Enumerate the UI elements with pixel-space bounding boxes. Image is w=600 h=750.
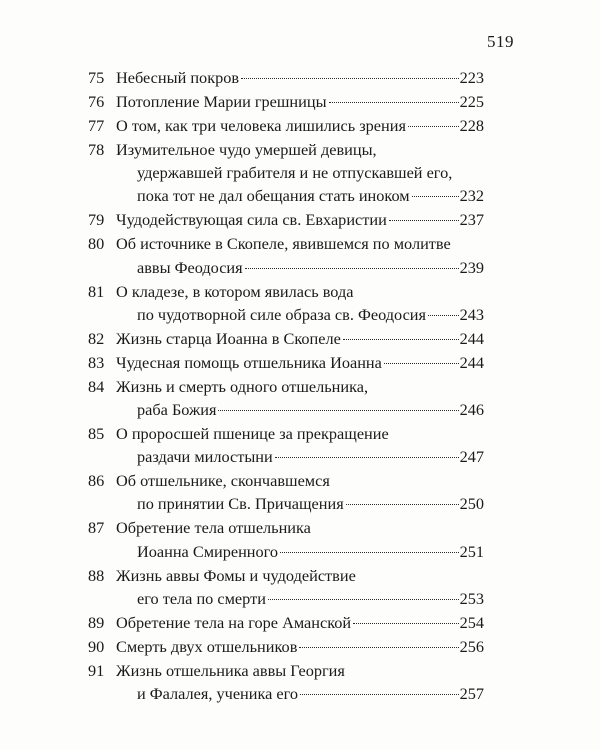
dot-leader <box>346 504 459 505</box>
toc-entry <box>88 90 484 113</box>
toc-entry-number: 75 <box>88 68 105 87</box>
toc-entry-last-line <box>116 682 484 705</box>
toc-entry-body <box>116 90 484 113</box>
toc-entry-number: 87 <box>88 518 105 538</box>
toc-entry-page-number: 244 <box>459 328 484 348</box>
toc-entry-page-number: 254 <box>459 612 484 632</box>
dot-leader <box>389 220 459 221</box>
dot-leader <box>412 196 459 197</box>
toc-entry-body <box>116 138 484 208</box>
toc-entry-title-line: Небесный покров <box>116 68 240 87</box>
toc-entry-body <box>116 422 484 468</box>
toc-entry-number: 84 <box>88 376 105 396</box>
dot-leader <box>275 457 459 458</box>
toc-entry-title-line: Обретение тела отшельника <box>116 518 311 538</box>
toc-entry-page-number: 237 <box>459 210 484 230</box>
toc-entry-number: 91 <box>88 660 105 680</box>
toc-entry-number: 81 <box>88 281 105 301</box>
table-of-contents <box>88 66 484 706</box>
toc-entry <box>88 611 484 634</box>
dot-leader <box>329 102 459 103</box>
dot-leader <box>384 363 459 364</box>
toc-entry-last-line <box>116 540 484 563</box>
toc-entry-page-number: 256 <box>459 636 484 656</box>
toc-entry-body <box>116 114 484 137</box>
dot-leader <box>241 78 458 79</box>
toc-entry <box>88 351 484 374</box>
toc-entry-page-number: 247 <box>459 447 484 467</box>
toc-entry-title-line: Чудесная помощь отшельника Иоанна <box>116 352 382 372</box>
toc-entry <box>88 635 484 658</box>
toc-entry-title-line: его тела по смерти <box>137 588 266 608</box>
toc-entry-page-number: 232 <box>459 186 484 206</box>
toc-entry-title-line: Чудодействующая сила св. Евхаристии <box>116 210 387 230</box>
toc-entry-page-number: 225 <box>459 92 484 111</box>
toc-entry <box>88 138 484 208</box>
toc-entry-last-line <box>116 114 484 137</box>
toc-entry <box>88 422 484 468</box>
toc-entry-title-line: О том, как три человека лишились зрения <box>116 116 406 135</box>
dot-leader <box>343 339 459 340</box>
toc-entry-number: 78 <box>88 140 105 159</box>
toc-entry-title-line: аввы Феодосия <box>137 257 243 277</box>
dot-leader <box>245 268 459 269</box>
dot-leader <box>280 552 459 553</box>
toc-entry <box>88 114 484 137</box>
toc-entry-body <box>116 375 484 421</box>
toc-entry-title-line: Потопление Марии грешницы <box>116 92 327 111</box>
toc-entry-title-line: Жизнь и смерть одного отшельника, <box>116 376 369 396</box>
toc-entry-number: 89 <box>88 612 105 632</box>
dot-leader <box>353 623 458 624</box>
toc-entry-page-number: 251 <box>459 541 484 561</box>
toc-entry-title-line: О проросшей пшенице за прекращение <box>116 424 389 444</box>
toc-entry-last-line <box>116 611 484 634</box>
toc-entry-body <box>116 611 484 634</box>
toc-entry <box>88 516 484 562</box>
toc-entry-number: 77 <box>88 116 105 135</box>
toc-entry-last-line <box>116 587 484 610</box>
toc-entry-last-line <box>116 351 484 374</box>
toc-entry-last-line <box>116 90 484 113</box>
toc-entry-title-line: Обретение тела на горе Аманской <box>116 612 352 632</box>
toc-entry-body <box>116 280 484 326</box>
toc-entry-body <box>116 66 484 89</box>
toc-entry-title-line: пока тот не дал обещания стать иноком <box>137 186 410 206</box>
toc-entry-number: 79 <box>88 210 105 230</box>
dot-leader <box>268 599 459 600</box>
dot-leader <box>408 126 459 127</box>
toc-entry-number: 88 <box>88 565 105 585</box>
toc-entry-last-line <box>116 66 484 89</box>
toc-entry-body <box>116 635 484 658</box>
toc-entry-last-line <box>116 303 484 326</box>
toc-entry-title-line: раба Божия <box>137 400 217 420</box>
toc-entry-title-line: Смерть двух отшельников <box>116 636 298 656</box>
toc-entry-page-number: 243 <box>459 304 484 324</box>
toc-entry-title-line: Жизнь отшельника аввы Георгия <box>116 660 345 680</box>
toc-entry-page-number: 253 <box>459 588 484 608</box>
toc-entry-page-number: 244 <box>459 352 484 372</box>
toc-entry-body <box>116 232 484 278</box>
toc-entry <box>88 375 484 421</box>
toc-entry-title-line: О кладезе, в котором явилась вода <box>116 281 354 301</box>
toc-entry-last-line <box>116 256 484 279</box>
toc-entry-title-line: Иоанна Смиренного <box>137 541 279 561</box>
toc-entry-body <box>116 208 484 231</box>
toc-entry-last-line <box>116 208 484 231</box>
toc-entry-last-line <box>116 327 484 350</box>
toc-entry-page-number: 250 <box>459 494 484 514</box>
toc-entry-title-line: Об отшельнике, скончавшемся <box>116 471 330 491</box>
toc-entry-title-line: Изумительное чудо умершей девицы, <box>116 140 377 159</box>
toc-entry-number: 82 <box>88 328 105 348</box>
toc-entry-title-line: по принятии Св. Причащения <box>137 494 344 514</box>
dot-leader <box>218 410 458 411</box>
toc-entry-number: 90 <box>88 636 105 656</box>
toc-entry-title-line: и Фалалея, ученика его <box>137 684 299 704</box>
toc-entry <box>88 469 484 515</box>
toc-entry-last-line <box>116 635 484 658</box>
toc-entry-number: 85 <box>88 424 105 444</box>
toc-entry <box>88 659 484 705</box>
toc-entry-page-number: 239 <box>459 257 484 277</box>
toc-entry-title-line: Жизнь аввы Фомы и чудодействие <box>116 565 356 585</box>
toc-entry <box>88 208 484 231</box>
toc-entry-page-number: 228 <box>459 116 484 135</box>
toc-entry-body <box>116 659 484 705</box>
toc-entry-page-number: 257 <box>459 684 484 704</box>
toc-entry-number: 86 <box>88 471 105 491</box>
toc-entry <box>88 564 484 610</box>
toc-entry-number: 83 <box>88 352 105 372</box>
toc-entry <box>88 327 484 350</box>
toc-entry <box>88 232 484 278</box>
page-number: 519 <box>487 32 514 51</box>
toc-entry-body <box>116 327 484 350</box>
toc-entry-number: 80 <box>88 234 105 254</box>
toc-entry-title-line: Жизнь старца Иоанна в Скопеле <box>116 328 341 348</box>
toc-entry <box>88 66 484 89</box>
toc-entry-body <box>116 516 484 562</box>
toc-entry-last-line <box>116 492 484 515</box>
toc-entry-last-line <box>116 184 484 207</box>
toc-entry-title-line: Об источнике в Скопеле, явившемся по молитве <box>116 234 451 254</box>
toc-entry <box>88 280 484 326</box>
toc-entry-number: 76 <box>88 92 105 111</box>
toc-entry-body <box>116 469 484 515</box>
toc-entry-body <box>116 351 484 374</box>
toc-entry-title-line: удержавшей грабителя и не отпускавшей его, <box>137 163 453 183</box>
dot-leader <box>428 315 459 316</box>
toc-entry-page-number: 223 <box>459 68 484 87</box>
toc-entry-page-number: 246 <box>459 400 484 420</box>
toc-entry-title-line: раздачи милостыни <box>137 447 273 467</box>
toc-entry-title-line: по чудотворной силе образа св. Феодосия <box>137 304 426 324</box>
toc-entry-body <box>116 564 484 610</box>
dot-leader <box>299 647 458 648</box>
toc-entry-last-line <box>116 398 484 421</box>
dot-leader <box>300 694 459 695</box>
toc-entry-last-line <box>116 445 484 468</box>
